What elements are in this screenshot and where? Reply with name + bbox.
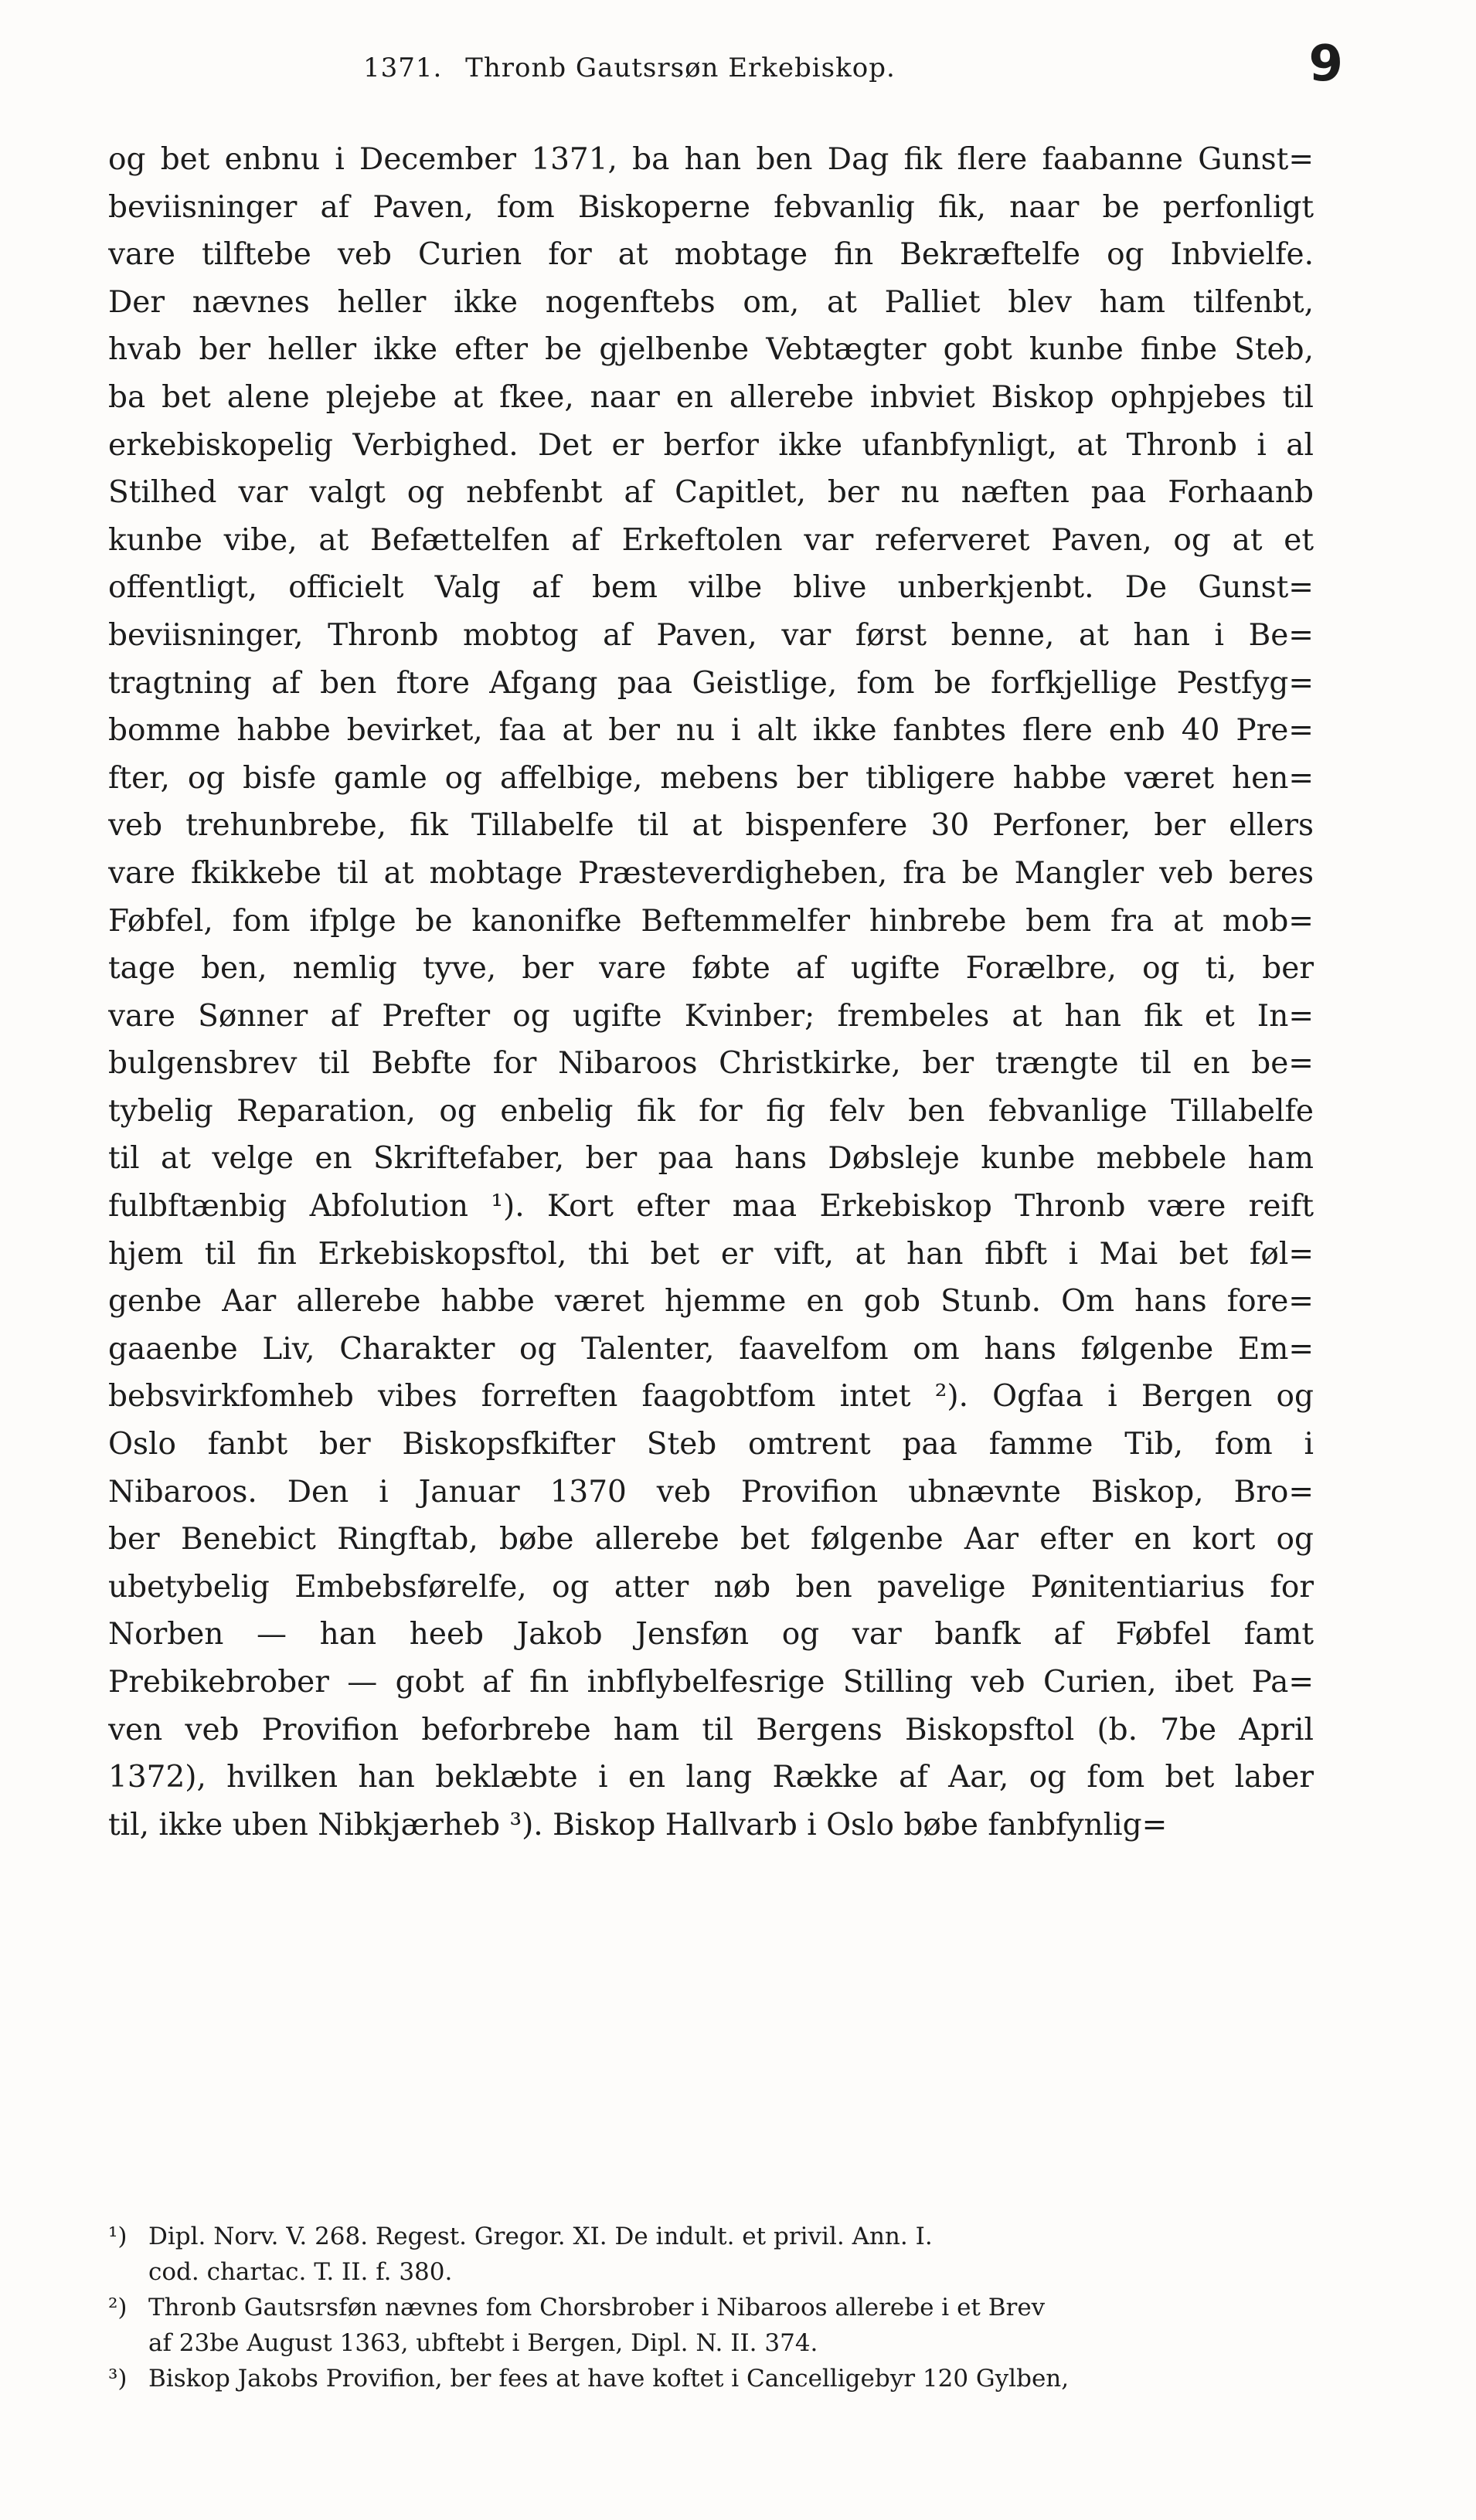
text-line: tragtning af ben ftore Afgang paa Geistlige, fom be forfkjellige Pestfyg= (108, 665, 1314, 701)
footnote-text: Dipl. Norv. V. 268. Regest. Gregor. XI. De indult. et privil. Ann. I. (148, 2223, 933, 2250)
footnote-text: Biskop Jakobs Provifion, ber fees at have koftet i Cancelligebyr 120 Gylben, (148, 2365, 1070, 2393)
text-line: og bet enbnu i December 1371, ba han ben Dag fik flere faabanne Gunst= (108, 142, 1314, 177)
text-line: offentligt, officielt Valg af bem vilbe blive unberkjenbt. De Gunst= (108, 570, 1314, 606)
text-line: ba bet alene plejebe at fkee, naar en allerebe inbviet Biskop ophpjebes til (108, 379, 1314, 415)
footnote-2-continuation: af 23be August 1363, ubftebt i Bergen, Dipl. N. II. 374. (148, 2329, 818, 2357)
text-line: erkebiskopelig Verbighed. Det er berfor ikke ufanbfynligt, at Thronb i al (108, 427, 1314, 463)
footnote-text: Thronb Gautsrsføn nævnes fom Chorsbrober i Nibaroos allerebe i et Brev (148, 2294, 1046, 2321)
text-line: Prebikebrober — gobt af fin inbflybelfesrige Stilling veb Curien, ibet Pa= (108, 1665, 1314, 1700)
text-line: vare Sønner af Prefter og ugifte Kvinber; frembeles at han fik et In= (108, 998, 1314, 1034)
running-head-year: 1371. (363, 53, 443, 83)
text-line: beviisninger af Paven, fom Biskoperne febvanlig fik, naar be perfonligt (108, 189, 1314, 225)
text-line: genbe Aar allerebe habbe været hjemme en gob Stunb. Om hans fore= (108, 1284, 1314, 1319)
footnote-mark: ¹) (108, 2223, 128, 2250)
text-line: tage ben, nemlig tyve, ber vare føbte af ugifte Forælbre, og ti, ber (108, 951, 1314, 987)
text-line: Føbfel, fom ifplge be kanonifke Beftemmelfer hinbrebe bem fra at mob= (108, 903, 1314, 939)
text-line: 1372), hvilken han beklæbte i en lang Række af Aar, og fom bet laber (108, 1760, 1314, 1795)
footnote-mark: ²) (108, 2294, 128, 2321)
running-head-title: Thronb Gautsrsøn Erkebiskop. (465, 53, 896, 83)
text-line: til, ikke uben Nibkjærheb ³). Biskop Hallvarb i Oslo bøbe fanbfynlig= (108, 1807, 1168, 1842)
footnote-3 (108, 2361, 1314, 2396)
text-line: vare fkikkebe til at mobtage Præsteverdigheben, fra be Mangler veb beres (108, 855, 1314, 891)
text-line: Norben — han heeb Jakob Jensføn og var banfk af Føbfel famt (108, 1617, 1314, 1652)
text-line: Stilhed var valgt og nebfenbt af Capitlet, ber nu næften paa Forhaanb (108, 475, 1314, 511)
text-line: Oslo fanbt ber Biskopsfkifter Steb omtrent paa famme Tib, fom i (108, 1427, 1314, 1462)
text-line: hvab ber heller ikke efter be gjelbenbe Vebtægter gobt kunbe finbe Steb, (108, 332, 1314, 368)
text-line: ubetybelig Embebsførelfe, og atter nøb ben pavelige Pønitentiarius for (108, 1569, 1314, 1605)
text-line: veb trehunbrebe, fik Tillabelfe til at bispenfere 30 Perfoner, ber ellers (108, 808, 1314, 844)
text-line: fulbftænbig Abfolution ¹). Kort efter maa Erkebiskop Thronb være reift (108, 1189, 1314, 1224)
text-line: hjem til fin Erkebiskopsftol, thi bet er vift, at han fibft i Mai bet føl= (108, 1236, 1314, 1272)
text-line: fter, og bisfe gamle og affelbige, mebens ber tibligere habbe været hen= (108, 760, 1314, 796)
page-number: 9 (1308, 36, 1343, 93)
footnote-2 (108, 2290, 1314, 2325)
running-head (363, 53, 1059, 83)
text-line: bebsvirkfomheb vibes forreften faagobtfom intet ²). Ogfaa i Bergen og (108, 1379, 1314, 1415)
text-line: til at velge en Skriftefaber, ber paa hans Døbsleje kunbe mebbele ham (108, 1141, 1314, 1177)
text-line: ber Benebict Ringftab, bøbe allerebe bet følgenbe Aar efter en kort og (108, 1522, 1314, 1557)
text-line: beviisninger, Thronb mobtog af Paven, var først benne, at han i Be= (108, 617, 1314, 653)
text-line: Der nævnes heller ikke nogenftebs om, at Palliet blev ham tilfenbt, (108, 284, 1314, 320)
footnotes (108, 2219, 1314, 2396)
text-line: gaaenbe Liv, Charakter og Talenter, faavelfom om hans følgenbe Em= (108, 1331, 1314, 1367)
text-line: bulgensbrev til Bebfte for Nibaroos Christkirke, ber trængte til en be= (108, 1046, 1314, 1082)
footnote-1-continuation: cod. chartac. T. II. f. 380. (148, 2258, 453, 2286)
text-line: bomme habbe bevirket, faa at ber nu i alt ikke fanbtes flere enb 40 Pre= (108, 713, 1314, 749)
text-line: Nibaroos. Den i Januar 1370 veb Provifion ubnævnte Biskop, Bro= (108, 1474, 1314, 1510)
body-text (108, 136, 1314, 1849)
footnote-1 (108, 2219, 1314, 2254)
text-line: vare tilftebe veb Curien for at mobtage fin Bekræftelfe og Inbvielfe. (108, 237, 1314, 273)
footnote-mark: ³) (108, 2365, 128, 2393)
text-line: kunbe vibe, at Befættelfen af Erkeftolen var referveret Paven, og at et (108, 522, 1314, 558)
text-line: tybelig Reparation, og enbelig fik for fig felv ben febvanlige Tillabelfe (108, 1093, 1314, 1129)
text-line: ven veb Provifion beforbrebe ham til Bergens Biskopsftol (b. 7be April (108, 1712, 1314, 1747)
